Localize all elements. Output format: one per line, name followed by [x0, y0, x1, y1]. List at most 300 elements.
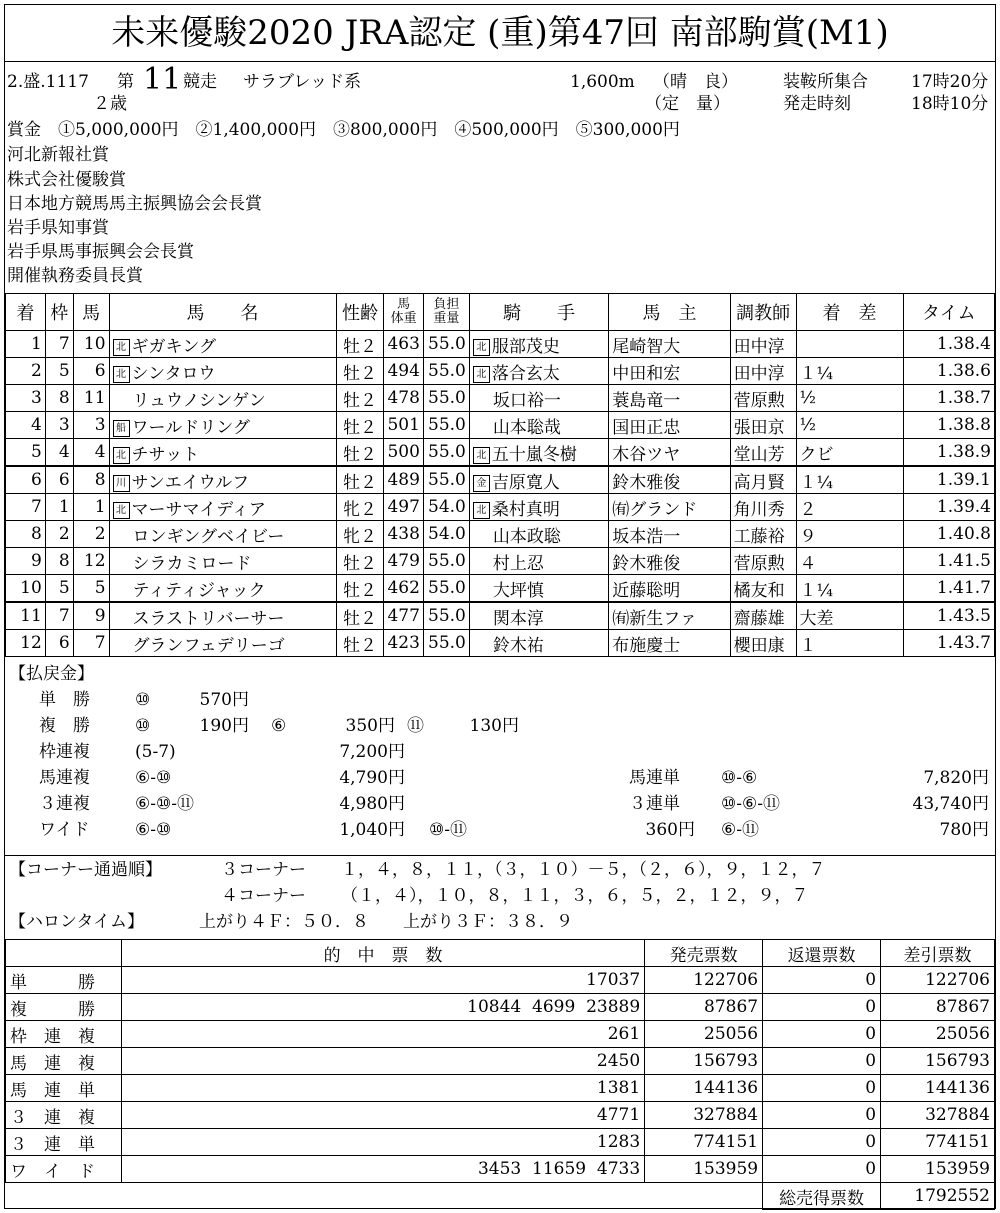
votes-body	[6, 967, 995, 1183]
horse-weight: 497	[384, 494, 423, 521]
sex-age: 牡２	[336, 602, 384, 630]
refund-count: 0	[763, 1102, 881, 1129]
sold-count: 122706	[645, 967, 763, 994]
refund-count: 0	[763, 1048, 881, 1075]
owner-name: 近藤聡明	[609, 575, 730, 603]
corner-heading: 【コーナー通過順】	[9, 860, 162, 880]
votes-header-net: 差引票数	[881, 940, 995, 967]
net-count: 327884	[881, 1102, 995, 1129]
gather-label: 装鞍所集合	[783, 72, 868, 92]
margin: １¼	[796, 358, 903, 385]
owner-name: 布施慶士	[609, 630, 730, 657]
finish-position: 8	[6, 521, 46, 548]
header-weight	[384, 294, 423, 331]
trainer-name: 橘友和	[730, 575, 796, 603]
header-burden-1: 負担	[433, 297, 460, 312]
jockey-cell	[469, 439, 608, 467]
region-mark: 北	[113, 339, 130, 356]
burden-weight: 55.0	[423, 630, 469, 657]
sold-count: 327884	[645, 1102, 763, 1129]
owner-name: 鈴木雅俊	[609, 466, 730, 494]
sold-count: 87867	[645, 994, 763, 1021]
owner-name: 国田正忠	[609, 412, 730, 439]
horse-name: スラストリバーサー	[132, 608, 285, 629]
finish-time: 1.38.6	[903, 358, 994, 385]
jockey-name: 関本淳	[492, 608, 544, 629]
race-distance: 1,600m	[570, 72, 635, 92]
result-row	[6, 358, 995, 385]
umatan-amount: 7,820円	[923, 768, 989, 788]
trainer-name: 張田京	[730, 412, 796, 439]
horse-number: 12	[73, 548, 109, 575]
region-mark: 北	[113, 447, 130, 464]
header-burden	[423, 294, 469, 331]
trainer-name: 堂山芳	[730, 439, 796, 467]
horse-number: 1	[73, 494, 109, 521]
horse-number: 3	[73, 412, 109, 439]
jockey-name: 服部茂史	[491, 336, 560, 357]
tan-combo: ⑩	[135, 690, 151, 710]
result-row	[6, 439, 995, 467]
region-mark: 北	[473, 366, 490, 383]
horse-weight: 494	[384, 358, 423, 385]
fuku-amount-3: 130円	[469, 716, 519, 736]
sex-age: 牡２	[336, 412, 384, 439]
header-time: タイム	[903, 294, 994, 331]
trifecta-combo: ⑩-⑥-⑪	[721, 794, 780, 814]
burden-weight: 55.0	[423, 331, 469, 358]
fuku-combo-3: ⑪	[407, 716, 424, 736]
race-kyoso: 競走	[183, 72, 217, 92]
region-mark: 金	[473, 475, 490, 492]
result-row	[6, 385, 995, 412]
wide-label: ワイド	[39, 820, 90, 840]
hit-count: 2450	[121, 1048, 644, 1075]
owner-name: 坂本浩一	[609, 521, 730, 548]
fuku-amount-2: 350円	[345, 716, 395, 736]
finish-time: 1.38.8	[903, 412, 994, 439]
net-count: 153959	[881, 1156, 995, 1183]
bet-type: 枠 連 複	[6, 1021, 122, 1048]
horse-name-cell	[109, 439, 336, 467]
result-row	[6, 630, 995, 657]
fuku-label: 複 勝	[39, 716, 90, 736]
net-count: 87867	[881, 994, 995, 1021]
award-1: 河北新報社賞	[7, 145, 109, 165]
hit-count: 4771	[121, 1102, 644, 1129]
region-mark: 船	[113, 420, 130, 437]
award-3: 日本地方競馬馬主振興協会会長賞	[7, 194, 262, 214]
hit-count: 1283	[121, 1129, 644, 1156]
corner3-order: １，４，８，１１，（３，１０）－５，（２，６），９，１２，７	[341, 860, 826, 880]
burden-weight: 55.0	[423, 385, 469, 412]
jockey-cell	[469, 466, 608, 494]
horse-name-cell	[109, 466, 336, 494]
jockey-name: 五十嵐冬樹	[491, 444, 577, 465]
votes-total-value: 1792552	[881, 1183, 995, 1210]
header-chaku: 着	[6, 294, 46, 331]
horse-weight: 501	[384, 412, 423, 439]
race-breed: サラブレッド系	[243, 72, 362, 92]
jockey-name: 桑村真明	[491, 499, 560, 520]
horse-name-cell	[109, 494, 336, 521]
trainer-name: 高月賢	[730, 466, 796, 494]
fuku-combo-1: ⑩	[135, 716, 151, 736]
votes-header-blank	[6, 940, 122, 967]
header-owner: 馬 主	[609, 294, 730, 331]
furlong-heading: 【ハロンタイム】	[9, 912, 144, 932]
trifecta-label: ３連単	[629, 794, 680, 814]
tan-label: 単 勝	[39, 690, 90, 710]
wide-combo-1: ⑥-⑩	[135, 820, 172, 840]
bracket-number: 5	[45, 575, 73, 603]
sex-age: 牡２	[336, 466, 384, 494]
jockey-cell	[469, 385, 608, 412]
sold-count: 144136	[645, 1075, 763, 1102]
umatan-label: 馬連単	[629, 768, 680, 788]
horse-number: 10	[73, 331, 109, 358]
hit-count: 3453 11659 4733	[121, 1156, 644, 1183]
fuku-amount-1: 190円	[199, 716, 249, 736]
finish-time: 1.43.5	[903, 602, 994, 630]
horse-name: シンタロウ	[131, 363, 216, 384]
umatan-combo: ⑩-⑥	[721, 768, 758, 788]
corner3-label: ３コーナー	[221, 860, 306, 880]
bet-type: ３ 連 複	[6, 1102, 122, 1129]
horse-weight: 477	[384, 602, 423, 630]
horse-name: ギガキング	[131, 336, 217, 357]
trainer-name: 菅原勲	[730, 385, 796, 412]
margin: １¼	[796, 575, 903, 603]
margin: ９	[796, 521, 903, 548]
corner4-order: （１，４），１０，８，１１，３，６，５，２，１２，９，７	[341, 886, 809, 906]
jockey-cell	[469, 521, 608, 548]
fuku-combo-2: ⑥	[271, 716, 287, 736]
wide-amount-3: 780円	[939, 820, 989, 840]
sold-count: 156793	[645, 1048, 763, 1075]
burden-weight: 55.0	[423, 575, 469, 603]
horse-name-cell	[109, 358, 336, 385]
hit-count: 10844 4699 23889	[121, 994, 644, 1021]
net-count: 25056	[881, 1021, 995, 1048]
sold-count: 153959	[645, 1156, 763, 1183]
owner-name: 中田和宏	[609, 358, 730, 385]
jockey-name: 山本政聡	[492, 526, 561, 547]
horse-name: シラカミロード	[132, 553, 252, 574]
horse-name-cell	[109, 521, 336, 548]
jockey-name: 坂口裕一	[492, 390, 561, 411]
horse-weight: 438	[384, 521, 423, 548]
bracket-number: 7	[45, 331, 73, 358]
finish-position: 12	[6, 630, 46, 657]
trio-combo: ⑥-⑩-⑪	[135, 794, 194, 814]
bracket-number: 8	[45, 385, 73, 412]
horse-number: 8	[73, 466, 109, 494]
furlong-text: 上がり４Ｆ：５０．８ 上がり３Ｆ：３８．９	[199, 912, 573, 932]
jockey-name: 落合玄太	[491, 363, 560, 384]
waku-label: 枠連複	[39, 742, 90, 762]
finish-time: 1.41.7	[903, 575, 994, 603]
horse-weight: 479	[384, 548, 423, 575]
margin: ４	[796, 548, 903, 575]
wide-combo-3: ⑥-⑪	[721, 820, 759, 840]
votes-header-hit: 的 中 票 数	[121, 940, 644, 967]
finish-time: 1.41.5	[903, 548, 994, 575]
finish-position: 1	[6, 331, 46, 358]
tan-amount: 570円	[199, 690, 249, 710]
race-weight-rule: （定 量）	[645, 94, 730, 114]
horse-name: チサット	[131, 444, 200, 465]
finish-position: 11	[6, 602, 46, 630]
refund-count: 0	[763, 994, 881, 1021]
results-body	[6, 331, 995, 657]
sex-age: 牡２	[336, 548, 384, 575]
hit-count: 17037	[121, 967, 644, 994]
horse-number: 4	[73, 439, 109, 467]
trio-amount: 4,980円	[339, 794, 405, 814]
jockey-cell	[469, 575, 608, 603]
jockey-cell	[469, 630, 608, 657]
jockey-cell	[469, 602, 608, 630]
burden-weight: 55.0	[423, 439, 469, 467]
corner4-label: ４コーナー	[221, 886, 306, 906]
horse-weight: 462	[384, 575, 423, 603]
prize-money: 賞金 ①5,000,000円 ②1,400,000円 ③800,000円 ④500,000円 ⑤300,000円	[7, 120, 680, 140]
result-row	[6, 331, 995, 358]
sex-age: 牡２	[336, 439, 384, 467]
burden-weight: 55.0	[423, 548, 469, 575]
horse-name-cell	[109, 602, 336, 630]
race-number: 11	[143, 62, 182, 97]
owner-name: ㈲新生ファ	[609, 602, 730, 630]
bet-type: 馬 連 複	[6, 1048, 122, 1075]
bet-type: 複 勝	[6, 994, 122, 1021]
horse-weight: 478	[384, 385, 423, 412]
votes-total-label: 総売得票数	[763, 1183, 881, 1210]
header-trainer: 調教師	[730, 294, 796, 331]
votes-header-refund: 返還票数	[763, 940, 881, 967]
sex-age: 牡２	[336, 575, 384, 603]
result-row	[6, 412, 995, 439]
horse-name: サンエイウルフ	[131, 472, 250, 493]
region-mark: 北	[113, 366, 130, 383]
horse-name-cell	[109, 630, 336, 657]
margin	[796, 331, 903, 358]
horse-name: ワールドリング	[131, 417, 250, 438]
horse-name: グランフェデリーゴ	[132, 635, 285, 656]
header-weight-1: 馬	[397, 297, 411, 312]
start-label: 発走時刻	[783, 94, 851, 114]
refund-count: 0	[763, 1075, 881, 1102]
jockey-name: 吉原寛人	[491, 472, 560, 493]
start-time: 18時10分	[911, 94, 989, 114]
trifecta-amount: 43,740円	[912, 794, 989, 814]
burden-weight: 55.0	[423, 358, 469, 385]
horse-weight: 489	[384, 466, 423, 494]
margin: 大差	[796, 602, 903, 630]
bracket-number: 6	[45, 630, 73, 657]
wide-combo-2: ⑩-⑪	[429, 820, 467, 840]
header-sexage: 性齢	[336, 294, 384, 331]
bet-type: ワ イ ド	[6, 1156, 122, 1183]
award-4: 岩手県知事賞	[7, 218, 109, 238]
horse-name-cell	[109, 548, 336, 575]
bet-type: ３ 連 単	[6, 1129, 122, 1156]
horse-name-cell	[109, 385, 336, 412]
owner-name: 蓑島竜一	[609, 385, 730, 412]
result-row	[6, 602, 995, 630]
header-burden-2: 重量	[433, 311, 460, 326]
race-title: 未来優駿2020 JRA認定 (重)第47回 南部駒賞(M1)	[5, 5, 995, 62]
bracket-number: 2	[45, 521, 73, 548]
jockey-cell	[469, 331, 608, 358]
finish-time: 1.38.9	[903, 439, 994, 467]
votes-row	[6, 1021, 995, 1048]
header-uma: 馬	[73, 294, 109, 331]
sex-age: 牝２	[336, 494, 384, 521]
margin: １	[796, 630, 903, 657]
votes-header-sold: 発売票数	[645, 940, 763, 967]
payout-section	[5, 659, 995, 856]
finish-position: 9	[6, 548, 46, 575]
horse-number: 6	[73, 358, 109, 385]
region-mark: 川	[113, 475, 130, 492]
result-row	[6, 548, 995, 575]
jockey-cell	[469, 494, 608, 521]
net-count: 156793	[881, 1048, 995, 1075]
sex-age: 牡２	[336, 385, 384, 412]
votes-header-row	[6, 940, 995, 967]
umaren-amount: 4,790円	[339, 768, 405, 788]
trainer-name: 角川秀	[730, 494, 796, 521]
trainer-name: 菅原勲	[730, 548, 796, 575]
trainer-name: 櫻田康	[730, 630, 796, 657]
horse-name: マーサマイディア	[131, 499, 266, 520]
umaren-combo: ⑥-⑩	[135, 768, 172, 788]
sex-age: 牡２	[336, 331, 384, 358]
horse-name: ロンギングベイビー	[132, 526, 285, 547]
finish-time: 1.39.4	[903, 494, 994, 521]
bracket-number: 3	[45, 412, 73, 439]
jockey-name: 村上忍	[492, 553, 544, 574]
award-2: 株式会社優駿賞	[7, 170, 126, 190]
horse-number: 7	[73, 630, 109, 657]
horse-weight: 423	[384, 630, 423, 657]
region-mark: 北	[473, 339, 490, 356]
owner-name: 尾崎智大	[609, 331, 730, 358]
refund-count: 0	[763, 967, 881, 994]
owner-name: 木谷ツヤ	[609, 439, 730, 467]
finish-position: 7	[6, 494, 46, 521]
result-row	[6, 575, 995, 603]
sex-age: 牡２	[336, 358, 384, 385]
hit-count: 1381	[121, 1075, 644, 1102]
finish-time: 1.38.4	[903, 331, 994, 358]
margin: ２	[796, 494, 903, 521]
bracket-number: 5	[45, 358, 73, 385]
hit-count: 261	[121, 1021, 644, 1048]
umaren-label: 馬連複	[39, 768, 90, 788]
jockey-cell	[469, 548, 608, 575]
burden-weight: 55.0	[423, 602, 469, 630]
waku-combo: (5-7)	[135, 742, 176, 762]
burden-weight: 55.0	[423, 412, 469, 439]
horse-name-cell	[109, 575, 336, 603]
horse-weight: 463	[384, 331, 423, 358]
finish-position: 5	[6, 439, 46, 467]
votes-row	[6, 994, 995, 1021]
award-6: 開催執務委員長賞	[7, 266, 143, 286]
trainer-name: 田中淳	[730, 331, 796, 358]
net-count: 122706	[881, 967, 995, 994]
refund-count: 0	[763, 1129, 881, 1156]
horse-name-cell	[109, 331, 336, 358]
net-count: 774151	[881, 1129, 995, 1156]
region-mark: 北	[113, 502, 130, 519]
burden-weight: 54.0	[423, 494, 469, 521]
jockey-name: 山本聡哉	[492, 417, 561, 438]
header-jockey: 騎 手	[469, 294, 608, 331]
wide-amount-2: 360円	[645, 820, 695, 840]
horse-name: ティティジャック	[132, 580, 266, 601]
jockey-name: 大坪慎	[492, 580, 544, 601]
bet-type: 単 勝	[6, 967, 122, 994]
burden-weight: 55.0	[423, 466, 469, 494]
trainer-name: 田中淳	[730, 358, 796, 385]
burden-weight: 54.0	[423, 521, 469, 548]
margin: クビ	[796, 439, 903, 467]
race-age: ２歳	[93, 94, 127, 114]
award-5: 岩手県馬事振興会会長賞	[7, 242, 194, 262]
margin: ½	[796, 412, 903, 439]
trainer-name: 工藤裕	[730, 521, 796, 548]
votes-row	[6, 1075, 995, 1102]
bet-type: 馬 連 単	[6, 1075, 122, 1102]
wide-amount-1: 1,040円	[339, 820, 405, 840]
bracket-number: 8	[45, 548, 73, 575]
result-row	[6, 521, 995, 548]
horse-number: 2	[73, 521, 109, 548]
sold-count: 25056	[645, 1021, 763, 1048]
horse-name: リュウノシンゲン	[132, 390, 266, 411]
finish-position: 3	[6, 385, 46, 412]
results-table	[5, 293, 995, 657]
trainer-name: 齋藤雄	[730, 602, 796, 630]
bracket-number: 6	[45, 466, 73, 494]
finish-time: 1.40.8	[903, 521, 994, 548]
votes-row	[6, 1048, 995, 1075]
region-mark: 北	[473, 502, 490, 519]
refund-count: 0	[763, 1021, 881, 1048]
finish-position: 6	[6, 466, 46, 494]
horse-number: 5	[73, 575, 109, 603]
header-weight-2: 体重	[390, 311, 417, 326]
horse-name-cell	[109, 412, 336, 439]
result-row	[6, 494, 995, 521]
owner-name: ㈲グランド	[609, 494, 730, 521]
horse-number: 11	[73, 385, 109, 412]
finish-time: 1.38.7	[903, 385, 994, 412]
votes-row	[6, 967, 995, 994]
votes-total-blank	[6, 1183, 763, 1210]
votes-total-row	[6, 1183, 995, 1210]
bracket-number: 4	[45, 439, 73, 467]
margin: ½	[796, 385, 903, 412]
votes-table	[5, 939, 995, 1210]
waku-amount: 7,200円	[339, 742, 405, 762]
votes-row	[6, 1156, 995, 1183]
results-header-row	[6, 294, 995, 331]
